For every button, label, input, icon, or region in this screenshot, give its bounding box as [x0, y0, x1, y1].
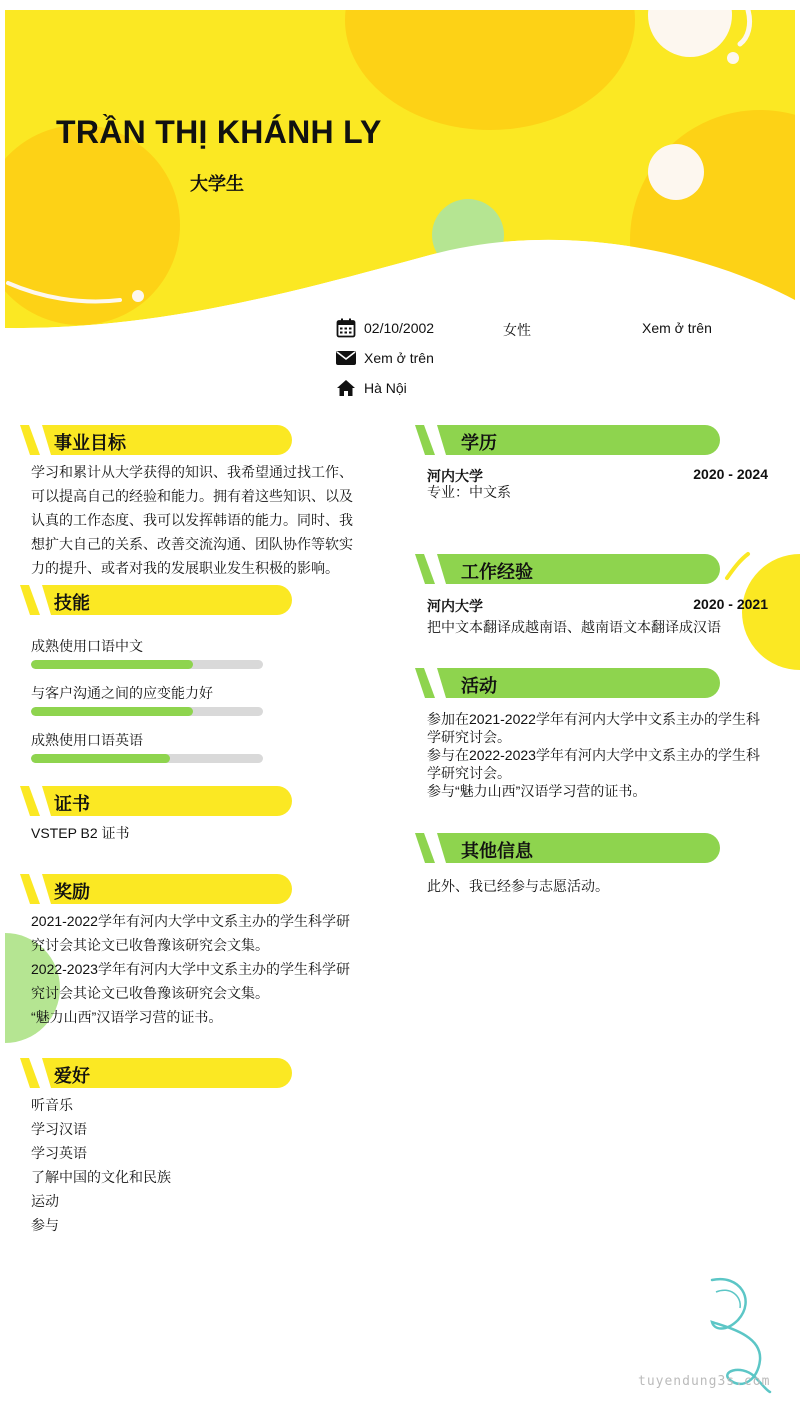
career-goal-line: 可以提高自己的经验和能力。拥有着这些知识、以及	[31, 488, 353, 504]
certificates-title: 证书	[54, 794, 90, 814]
education-heading	[415, 425, 720, 455]
certificate-item: VSTEP B2 证书	[31, 825, 130, 841]
awards-title: 奖励	[54, 882, 90, 902]
award-line: 2022-2023学年有河内大学中文系主办的学生科学研	[31, 961, 350, 977]
activity-line: 学研究讨会。	[427, 765, 511, 781]
education-years: 2020 - 2024	[693, 466, 768, 482]
skills-heading	[20, 585, 292, 615]
career-goal-line: 力的提升、或者对我的发展职业发生积极的影响。	[31, 560, 339, 576]
activity-line: 参与“魅力山西”汉语学习营的证书。	[427, 783, 647, 799]
activities-title: 活动	[461, 676, 497, 696]
experience-company: 河内大学	[427, 598, 483, 614]
career-goal-line: 认真的工作态度、我可以发挥韩语的能力。同时、我	[31, 512, 353, 528]
address-text: Hà Nội	[364, 380, 407, 396]
skill-item	[31, 637, 263, 669]
career-goal-text	[31, 460, 361, 580]
hobbies-heading	[20, 1058, 292, 1088]
award-line: “魅力山西”汉语学习营的证书。	[31, 1009, 223, 1025]
award-line: 2021-2022学年有河内大学中文系主办的学生科学研	[31, 913, 350, 929]
experience-title: 工作经验	[461, 562, 533, 582]
career-goal-line: 学习和累计从大学获得的知识、我希望通过找工作、	[31, 464, 353, 480]
career-goal-heading	[20, 425, 292, 455]
other-info-title: 其他信息	[461, 841, 533, 861]
awards-text	[31, 909, 371, 1029]
education-title: 学历	[461, 433, 497, 453]
skill-bar	[31, 754, 263, 763]
award-line: 究讨会其论文已收鲁豫该研究会文集。	[31, 985, 269, 1001]
envelope-icon	[336, 348, 356, 368]
activity-line: 参加在2021-2022学年有河内大学中文系主办的学生科	[427, 711, 760, 727]
certificates-heading	[20, 786, 292, 816]
skill-bar	[31, 707, 263, 716]
hobbies-title: 爱好	[54, 1066, 90, 1086]
skill-label: 与客户沟通之间的应变能力好	[31, 685, 213, 701]
hobby-item: 了解中国的文化和民族	[31, 1169, 171, 1185]
other-info-heading	[415, 833, 720, 863]
hobby-item: 运动	[31, 1193, 59, 1209]
skills-title: 技能	[54, 593, 90, 613]
address-row	[336, 378, 407, 398]
awards-heading	[20, 874, 292, 904]
hobby-item: 听音乐	[31, 1097, 73, 1113]
skill-item	[31, 731, 263, 763]
candidate-name: TRẦN THỊ KHÁNH LY	[56, 114, 382, 150]
award-line: 究讨会其论文已收鲁豫该研究会文集。	[31, 937, 269, 953]
candidate-role: 大学生	[190, 174, 244, 194]
header-background	[0, 0, 800, 340]
skill-bar	[31, 660, 263, 669]
skill-bar-fill	[31, 707, 193, 716]
watermark-text: tuyendung3s.com	[638, 1374, 771, 1389]
hobby-item: 参与	[31, 1217, 59, 1233]
email-row	[336, 348, 434, 368]
home-icon	[336, 378, 356, 398]
activity-line: 学研究讨会。	[427, 729, 511, 745]
birthday-text: 02/10/2002	[364, 320, 435, 336]
skill-item	[31, 684, 263, 716]
career-goal-line: 想扩大自己的关系、改善交流沟通、团队协作等软实	[31, 536, 353, 552]
gender-text: 女性	[503, 322, 531, 338]
experience-heading	[415, 554, 720, 584]
experience-years: 2020 - 2021	[693, 596, 768, 612]
activities-heading	[415, 668, 720, 698]
experience-description: 把中文本翻译成越南语、越南语文本翻译成汉语	[427, 619, 721, 635]
hobby-item: 学习汉语	[31, 1121, 87, 1137]
hobby-item: 学习英语	[31, 1145, 87, 1161]
activity-line: 参与在2022-2023学年有河内大学中文系主办的学生科	[427, 747, 760, 763]
birthday-row	[336, 318, 434, 338]
other-info-text: 此外、我已经参与志愿活动。	[427, 878, 609, 894]
skill-bar-fill	[31, 660, 193, 669]
skill-bar-fill	[31, 754, 170, 763]
education-school: 河内大学	[427, 468, 483, 484]
skill-label: 成熟使用口语中文	[31, 638, 143, 654]
activities-text	[427, 710, 787, 800]
calendar-icon	[336, 318, 356, 338]
phone-text: Xem ở trên	[642, 320, 712, 336]
skill-label: 成熟使用口语英语	[31, 732, 143, 748]
email-text: Xem ở trên	[364, 350, 434, 366]
career-goal-title: 事业目标	[54, 433, 126, 453]
education-major: 专业：中文系	[427, 484, 511, 500]
